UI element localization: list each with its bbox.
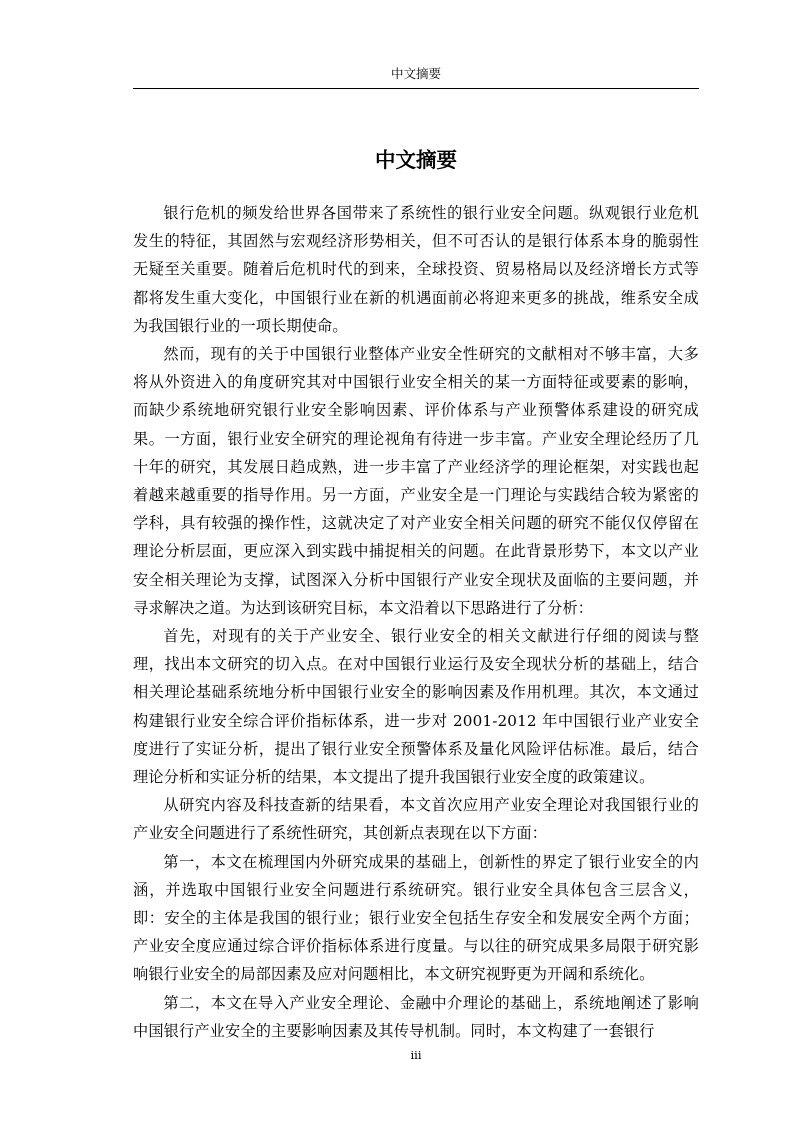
paragraph-2: 然而，现有的关于中国银行业整体产业安全性研究的文献相对不够丰富，大多将从外资进入的角度研究其对中国银行业安全相关的某一方面特征或要素的影响，而缺少系统地研究银行业安全影响因素、评价体系与产业预警体系建设的研究成果。一方面，银行业安全研究的理论视角有待进一步丰富。产业安全理论经历了几十年的研究，其发展日趋成熟，进一步丰富了产业经济学的理论框架，对实践也起着越来越重要的指导作用。另一方面，产业安全是一门理论与实践结合较为紧密的学科，具有较强的操作性，这就决定了对产业安全相关问题的研究不能仅仅停留在理论分析层面，更应深入到实践中捕捉相关的问题。在此背景形势下，本文以产业安全相关理论为支撑，试图深入分析中国银行产业安全现状及面临的主要问题，并寻求解决之道。为达到该研究目标，本文沿着以下思路进行了分析： bbox=[133, 345, 699, 617]
paragraph-4: 从研究内容及科技查新的结果看，本文首次应用产业安全理论对我国银行业的产业安全问题进行了系统性研究，其创新点表现在以下方面： bbox=[133, 796, 699, 843]
paragraph-6: 第二，本文在导入产业安全理论、金融中介理论的基础上，系统地阐述了影响中国银行产业安全的主要影响因素及其传导机制。同时，本文构建了一套银行 bbox=[133, 993, 699, 1040]
paragraph-3: 首先，对现有的关于产业安全、银行业安全的相关文献进行仔细的阅读与整理，找出本文研究的切入点。在对中国银行业运行及安全现状分析的基础上，结合相关理论基础系统地分析中国银行业安全的影响因素及作用机理。其次，本文通过构建银行业安全综合评价指标体系，进一步对 2001-2012 年中国银行业产业安全度进行了实证分析，提出了银行业安全预警体系及量化风险评估标准。最后，结合理论分析和实证分析的结果，本文提出了提升我国银行业安全度的政策建议。 bbox=[133, 627, 699, 787]
page-number: iii bbox=[410, 1048, 422, 1062]
header-rule bbox=[133, 88, 699, 89]
page-title: 中文摘要 bbox=[375, 148, 457, 172]
abstract-body bbox=[133, 199, 699, 1045]
paragraph-1: 银行危机的频发给世界各国带来了系统性的银行业安全问题。纵观银行业危机发生的特征，其固然与宏观经济形势相关，但不可否认的是银行体系本身的脆弱性无疑至关重要。随着后危机时代的到来，全球投资、贸易格局以及经济增长方式等都将发生重大变化，中国银行业在新的机遇面前必将迎来更多的挑战，维系安全成为我国银行业的一项长期使命。 bbox=[133, 204, 699, 335]
running-header: 中文摘要 bbox=[390, 66, 441, 81]
paragraph-5: 第一，本文在梳理国内外研究成果的基础上，创新性的界定了银行业安全的内涵，并选取中国银行业安全问题进行系统研究。银行业安全具体包含三层含义，即：安全的主体是我国的银行业；银行业安全包括生存安全和发展安全两个方面；产业安全度应通过综合评价指标体系进行度量。与以往的研究成果多局限于研究影响银行业安全的局部因素及应对问题相比，本文研究视野更为开阔和系统化。 bbox=[133, 852, 699, 984]
